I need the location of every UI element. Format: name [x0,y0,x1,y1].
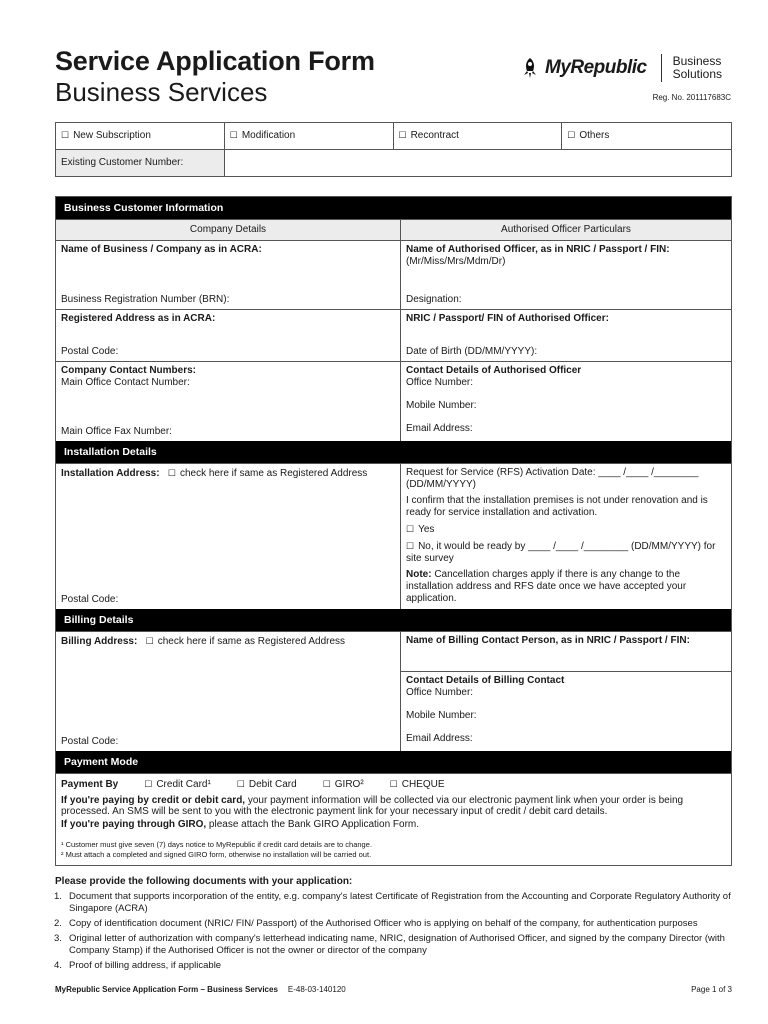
payment-mode-block [56,773,731,865]
option-label: CHEQUE [401,779,445,790]
yes-label: Yes [418,524,435,535]
billing-email-label: Email Address: [406,733,473,744]
brand-logo [520,54,722,82]
fax-label: Main Office Fax Number: [61,426,172,437]
customer-column-headers [56,219,731,240]
list-text: Proof of billing address, if applicable [69,960,222,971]
officer-particulars-header: Authorised Officer Particulars [401,220,731,240]
billing-contact-column [401,632,731,751]
option-label: Recontract [410,130,459,141]
option-label: Modification [241,130,296,141]
option-yes[interactable] [406,523,726,536]
checkbox-icon[interactable]: ☐ [144,779,153,789]
option-giro[interactable] [323,779,364,790]
page-number: Page 1 of 3 [691,985,732,994]
giro-payment-text: please attach the Bank GIRO Application Form. [206,819,420,830]
officer-name-field[interactable] [401,241,731,309]
page-footer [55,985,732,994]
rfs-date-label: Request for Service (RFS) Activation Date: ____ /____ /________ [405,467,699,478]
business-name-field[interactable] [56,241,401,309]
existing-customer-label: Existing Customer Number: [56,150,225,177]
footer-form-code: E-48-03-140120 [287,985,346,994]
company-details-header: Company Details [56,220,401,240]
row-installation [56,463,731,609]
option-cheque[interactable] [390,779,445,790]
brn-label: Business Registration Number (BRN): [61,294,230,305]
list-text: Original letter of authorization with company's letterhead indicating name, NRIC, designation of Authorised Officer, and signed by the company Director (with Company Stamp) if the Authorised Officer is not the owner or director of the company [69,933,725,956]
no-ready-label: No, it would be ready by ____ /____ /________ (DD/MM/YYYY) for site survey [405,541,716,564]
option-new-subscription[interactable] [56,123,225,150]
officer-email-label: Email Address: [405,423,473,434]
officer-id-field[interactable] [401,310,731,361]
rfs-field[interactable] [401,464,731,609]
payment-options [61,779,726,790]
checkbox-icon[interactable]: ☐ [145,636,154,646]
postal-code-label: Postal Code: [61,346,119,357]
card-payment-info [61,795,726,817]
section-installation: Installation Details [56,441,731,463]
row-contacts [56,361,731,441]
list-number: 1. [54,891,62,902]
confirm-text: I confirm that the installation premises is not under renovation and is ready for service installation and activation. [405,495,708,518]
brand-divider [661,54,662,82]
officer-id-label: NRIC / Passport/ FIN of Authorised Officer: [405,313,609,324]
checkbox-icon[interactable]: ☐ [567,130,576,140]
checkbox-icon[interactable]: ☐ [167,468,176,478]
officer-mobile-label: Mobile Number: [405,400,477,411]
list-text: Copy of identification document (NRIC/ FIN/ Passport) of the Authorised Officer who is applying on behalf of the company, for authentication purposes [69,918,698,929]
note-label: Note: [405,569,432,580]
option-others[interactable] [562,123,732,150]
giro-payment-info [61,819,726,830]
main-office-label: Main Office Contact Number: [61,377,190,388]
brand-tagline-2: Solutions [672,67,722,81]
form-subtitle: Business Services [55,77,268,107]
brand-tagline-1: Business [672,54,722,68]
checkbox-icon[interactable]: ☐ [61,130,70,140]
row-names [56,240,731,309]
list-number: 4. [54,960,62,971]
registered-address-label: Registered Address as in ACRA: [61,313,216,324]
checkbox-icon[interactable]: ☐ [405,524,415,534]
rocket-logo-icon [520,57,540,79]
option-debit-card[interactable] [237,779,297,790]
note-text [406,569,726,605]
list-item [55,960,732,972]
list-number: 2. [54,918,62,929]
business-name-label: Name of Business / Company as in ACRA: [61,244,262,255]
same-as-registered-label: check here if same as Registered Address [157,636,346,647]
list-number: 3. [54,933,62,944]
card-payment-text: your payment information will be collected via our electronic payment link when your order is being processed. An SMS will be sent to you with the electronic payment link for your necessary input of credit / debit card details. [61,795,684,817]
required-documents [55,876,732,972]
checkbox-icon[interactable]: ☐ [398,130,407,140]
checkbox-icon[interactable]: ☐ [322,779,331,789]
registered-address-field[interactable] [56,310,401,361]
section-payment: Payment Mode [56,751,731,773]
list-item [55,933,732,957]
installation-address-label: Installation Address: [61,468,160,479]
checkbox-icon[interactable]: ☐ [389,779,398,789]
option-modification[interactable] [224,123,393,150]
list-text: Document that supports incorporation of the entity, e.g. company's latest Certificate of Registration from the Accounting and Corporate Regulatory Authority of Singapore (ACRA) [69,891,731,914]
card-payment-bold: If you're paying by credit or debit card, [61,795,246,806]
option-label: Debit Card [248,779,297,790]
checkbox-icon[interactable]: ☐ [236,779,245,789]
existing-customer-field[interactable] [224,150,731,177]
row-billing [56,631,731,751]
option-label: Others [579,130,610,141]
company-contacts-field[interactable] [56,362,401,441]
option-label: GIRO² [334,779,364,790]
officer-office-number-label: Office Number: [405,377,474,388]
billing-address-label: Billing Address: [61,636,138,647]
billing-address-field[interactable] [56,632,401,751]
designation-label: Designation: [405,294,462,305]
payment-by-label: Payment By [61,779,119,790]
officer-name-label: Name of Authorised Officer, as in NRIC / Passport / FIN: [405,244,670,255]
footnote-1: ¹ Customer must give seven (7) days notice to MyRepublic if credit card details are to change. [61,840,372,849]
billing-mobile-label: Mobile Number: [406,710,477,721]
rfs-format-label: (DD/MM/YYYY) [405,479,476,490]
checkbox-icon[interactable]: ☐ [229,130,238,140]
billing-contact-details-field[interactable] [401,672,731,748]
note-body: Cancellation charges apply if there is any change to the installation address and RFS date once we have accepted your application. [405,569,687,604]
brand-tagline [673,55,722,81]
billing-postal-label: Postal Code: [61,736,119,747]
option-label: New Subscription [73,130,151,141]
section-billing: Billing Details [56,609,731,631]
installation-postal-label: Postal Code: [61,594,119,605]
billing-contact-details-label: Contact Details of Billing Contact [406,675,565,686]
row-address [56,309,731,361]
billing-office-number-label: Office Number: [406,687,474,698]
checkbox-icon[interactable]: ☐ [405,541,415,551]
documents-title: Please provide the following documents with your application: [55,876,353,887]
option-no[interactable] [406,540,726,565]
section-customer-info: Business Customer Information [56,197,731,219]
same-as-registered-label: check here if same as Registered Address [179,468,368,479]
list-item [55,918,732,930]
main-form [55,196,732,866]
brand-name: MyRepublic [545,57,647,78]
officer-contacts-field[interactable] [401,362,731,441]
application-type-table [55,122,732,177]
dob-label: Date of Birth (DD/MM/YYYY): [405,346,538,357]
billing-contact-name-label: Name of Billing Contact Person, as in NRIC / Passport / FIN: [406,635,690,646]
giro-payment-bold: If you're paying through GIRO, [61,819,207,830]
billing-contact-name-field[interactable] [401,632,731,672]
option-recontract[interactable] [393,123,562,150]
installation-address-field[interactable] [56,464,401,609]
footnote-2: ² Must attach a completed and signed GIRO form, otherwise no installation will be carried out. [61,850,372,859]
footer-form-name: MyRepublic Service Application Form – Business Services [55,985,278,994]
option-credit-card[interactable] [144,779,211,790]
option-label: Credit Card¹ [156,779,211,790]
form-title: Service Application Form [55,46,375,76]
registration-number: Reg. No. 201117683C [652,93,731,102]
list-item [55,891,732,915]
officer-title-label: (Mr/Miss/Mrs/Mdm/Dr) [405,256,506,267]
officer-contacts-label: Contact Details of Authorised Officer [405,365,582,376]
company-contacts-label: Company Contact Numbers: [61,365,197,376]
